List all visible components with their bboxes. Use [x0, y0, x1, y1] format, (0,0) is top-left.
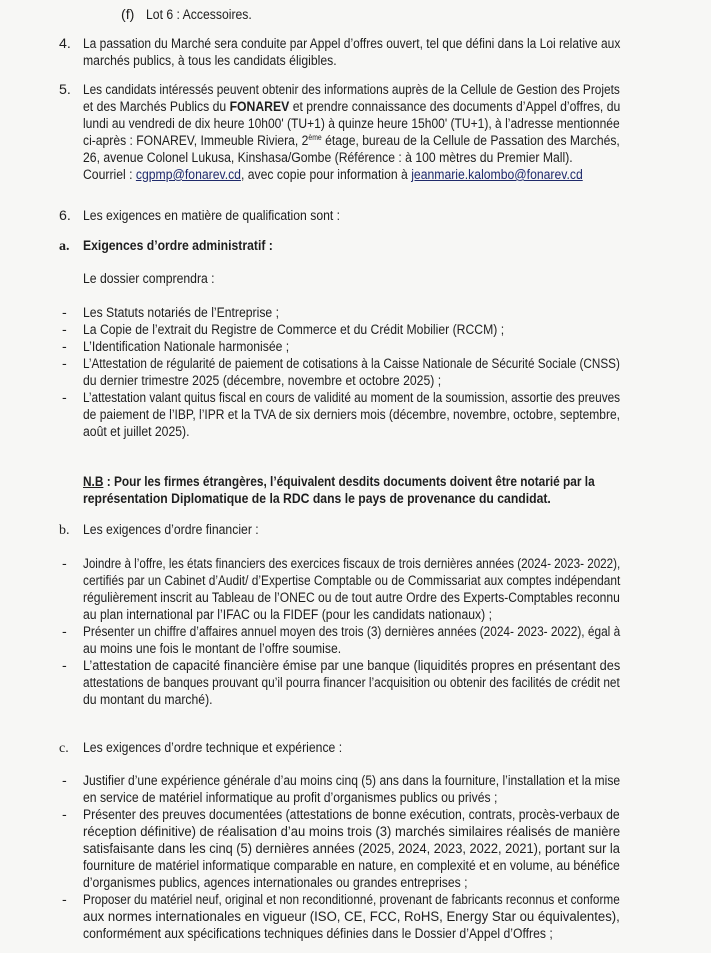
nb-note: représentation Diplomatique de la RDC dans le pays de provenance du candidat. — [83, 491, 551, 507]
text: et prendre connaissance des documents d’Appel d’offres, du — [289, 99, 621, 115]
technical-requirement: Présenter des preuves documentées (attestations de bonne exécution, contrats, procès-verbaux de — [83, 807, 620, 823]
bullet-dash: - — [62, 305, 67, 321]
nb-note — [83, 474, 595, 491]
bullet-dash: - — [62, 390, 67, 406]
technical-requirement: aux normes internationales en vigueur (ISO, CE, FCC, RoHS, Energy Star ou équivalentes), — [83, 909, 620, 925]
financial-requirement: attestations de banques prouvant qu’il pourra financer l’acquisition ou obtenir des facilités de crédit net — [83, 675, 620, 691]
financial-requirement: régulièrement inscrit au Tableau de l’ONEC ou de tout autre Ordre des Experts-Comptables reconnu — [83, 590, 620, 606]
item4-line: La passation du Marché sera conduite par Appel d’offres ouvert, tel que défini dans la Loi relative aux — [83, 36, 621, 52]
section-intro: Le dossier comprendra : — [83, 271, 215, 287]
admin-requirement: août et juillet 2025). — [83, 424, 190, 440]
financial-requirement: du montant du marché). — [83, 692, 213, 708]
list-marker: (f) — [121, 7, 135, 23]
bullet-dash: - — [62, 356, 67, 372]
superscript: ème — [308, 133, 322, 142]
item4-line: marchés publics, à tous les candidats éligibles. — [83, 53, 337, 69]
item-number: 6. — [59, 208, 71, 224]
financial-requirement: certifiés par un Cabinet d’Audit/ d’Expertise Comptable ou de Commissariat aux comptes indépendant — [83, 573, 621, 589]
item-number: 4. — [59, 36, 71, 52]
financial-requirement: Joindre à l’offre, les états financiers des exercices fiscaux de trois dernières années (2024- 2023- 2022), — [83, 556, 621, 572]
admin-requirement: Les Statuts notariés de l’Entreprise ; — [83, 305, 280, 321]
section-marker: b. — [59, 523, 70, 538]
bullet-dash: - — [62, 556, 67, 572]
technical-requirement: en service de matériel informatique au profit d’organismes publics ou privés ; — [83, 790, 498, 806]
lot-item-text: Lot 6 : Accessoires. — [146, 7, 252, 23]
section-title: Les exigences d’ordre technique et expérience : — [83, 740, 343, 756]
admin-requirement: du dernier trimestre 2025 (décembre, novembre et octobre 2025) ; — [83, 373, 442, 389]
technical-requirement: Justifier d’une expérience générale d’au moins cinq (5) ans dans la fourniture, l’installation et la mise — [83, 773, 621, 789]
bullet-dash: - — [62, 339, 67, 355]
admin-requirement: La Copie de l’extrait du Registre de Commerce et du Crédit Mobilier (RCCM) ; — [83, 322, 505, 338]
bullet-dash: - — [62, 658, 67, 674]
item5-line — [83, 99, 620, 116]
admin-requirement: de paiement de l’IBP, l’IPR et la TVA de six derniers mois (décembre, novembre, octobre, septembre, — [83, 407, 621, 423]
technical-requirement: fourniture de matériel informatique comparable en nature, en complexité et en volume, au bénéfice — [83, 858, 620, 874]
technical-requirement: réception définitive) de réalisation d’au moins trois (3) marchés similaires réalisés de manière — [83, 824, 621, 840]
financial-requirement: L’attestation de capacité financière émise par une banque (liquidités propres en présentant des — [83, 658, 621, 674]
bullet-dash: - — [62, 624, 67, 640]
nb-label: N.B — [83, 474, 104, 490]
org-name: FONAREV — [229, 99, 290, 115]
section-marker: a. — [59, 239, 70, 254]
admin-requirement: L’Identification Nationale harmonisée ; — [83, 339, 290, 355]
section-title: Exigences d’ordre administratif : — [83, 238, 273, 254]
email-link-cgpmp[interactable]: cgpmp@fonarev.cd — [135, 167, 241, 183]
item5-line: Les candidats intéressés peuvent obtenir des informations auprès de la Cellule de Gestion des Projets — [83, 82, 620, 98]
item-number: 5. — [59, 82, 71, 98]
technical-requirement: Proposer du matériel neuf, original et non reconditionné, provenant de fabricants reconnus et conforme — [83, 892, 620, 908]
financial-requirement: au plan international par l’IFAC ou la FIDEF (pour les candidats nationaux) ; — [83, 607, 492, 623]
bullet-dash: - — [62, 807, 67, 823]
financial-requirement: au moins une fois le montant de l’offre soumise. — [83, 641, 342, 657]
item5-email-line — [83, 167, 583, 184]
financial-requirement: Présenter un chiffre d’affaires annuel moyen des trois (3) dernières années (2024- 2023- 2022), égal à — [83, 624, 621, 640]
section-title: Les exigences d’ordre financier : — [83, 522, 259, 538]
admin-requirement: L’attestation valant quitus fiscal en cours de validité au moment de la soumission, assortie des preuves — [83, 390, 621, 406]
text: : Pour les firmes étrangères, l’équivalent desdits documents doivent être notarié par la — [103, 474, 595, 490]
text: , avec copie pour information à — [240, 167, 412, 183]
text: Courriel : — [83, 167, 136, 183]
admin-requirement: L’Attestation de régularité de paiement de cotisations à la Caisse Nationale de Sécurité Sociale (CNSS) — [83, 356, 620, 372]
text: étage, bureau de la Cellule de Passation des Marchés, — [321, 133, 620, 149]
section-marker: c. — [59, 741, 69, 756]
text: ci-après : FONAREV, Immeuble Riviera, 2 — [83, 133, 309, 149]
bullet-dash: - — [62, 773, 67, 789]
item5-line: lundi au vendredi de dix heure 10h00' (TU+1) à quinze heure 15h00' (TU+1), à l’adresse mentionnée — [83, 116, 620, 132]
item5-line — [83, 133, 620, 150]
item5-line: 26, avenue Colonel Lukusa, Kinshasa/Gombe (Référence : à 100 mètres du Premier Mall). — [83, 150, 573, 166]
technical-requirement: satisfaisante dans les cinq (5) dernières années (2025, 2024, 2023, 2022, 2021), portant sur la — [83, 841, 620, 857]
technical-requirement: d’organismes publics, agences internationales ou grandes entreprises ; — [83, 875, 468, 891]
bullet-dash: - — [62, 892, 67, 908]
bullet-dash: - — [62, 322, 67, 338]
email-link-kalombo[interactable]: jeanmarie.kalombo@fonarev.cd — [411, 167, 583, 183]
item6-text: Les exigences en matière de qualification sont : — [83, 208, 341, 224]
technical-requirement: conformément aux spécifications techniques définies dans le Dossier d’Appel d’Offres ; — [83, 926, 553, 942]
text: et des Marchés Publics du — [83, 99, 230, 115]
